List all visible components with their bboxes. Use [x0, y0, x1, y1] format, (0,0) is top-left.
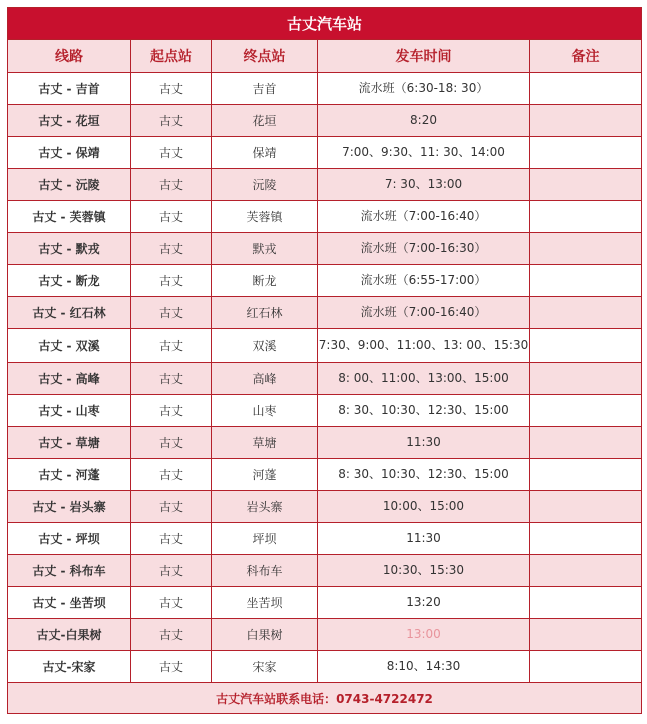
table-row	[8, 169, 642, 201]
remarks-cell	[530, 587, 642, 619]
route-cell: 古丈 - 芙蓉镇	[8, 201, 131, 233]
route-cell: 古丈 - 科布车	[8, 555, 131, 587]
destination-cell: 河蓬	[212, 459, 318, 491]
table-row	[8, 329, 642, 363]
table-row	[8, 523, 642, 555]
departure-time-cell: 8: 00、11:00、13:00、15:00	[318, 363, 530, 395]
remarks-cell	[530, 265, 642, 297]
remarks-cell	[530, 137, 642, 169]
route-cell: 古丈 - 高峰	[8, 363, 131, 395]
remarks-cell	[530, 363, 642, 395]
table-row	[8, 459, 642, 491]
table-row	[8, 363, 642, 395]
destination-cell: 科布车	[212, 555, 318, 587]
remarks-cell	[530, 555, 642, 587]
destination-cell: 宋家	[212, 651, 318, 683]
departure-time-cell: 8:10、14:30	[318, 651, 530, 683]
route-cell: 古丈 - 双溪	[8, 329, 131, 363]
destination-cell: 芙蓉镇	[212, 201, 318, 233]
destination-cell: 红石林	[212, 297, 318, 329]
destination-cell: 山枣	[212, 395, 318, 427]
bus-schedule-table	[7, 7, 642, 714]
destination-cell: 岩头寨	[212, 491, 318, 523]
departure-time-cell: 8:20	[318, 105, 530, 137]
departure-time-cell: 7:00、9:30、11: 30、14:00	[318, 137, 530, 169]
remarks-cell	[530, 105, 642, 137]
destination-cell: 高峰	[212, 363, 318, 395]
origin-cell: 古丈	[131, 105, 212, 137]
destination-cell: 白果树	[212, 619, 318, 651]
remarks-cell	[530, 459, 642, 491]
remarks-cell	[530, 233, 642, 265]
origin-cell: 古丈	[131, 395, 212, 427]
table-row	[8, 73, 642, 105]
table-row	[8, 619, 642, 651]
table-row	[8, 297, 642, 329]
table-row	[8, 265, 642, 297]
header-destination: 终点站	[212, 40, 318, 73]
remarks-cell	[530, 297, 642, 329]
destination-cell: 默戎	[212, 233, 318, 265]
route-cell: 古丈 - 吉首	[8, 73, 131, 105]
route-cell: 古丈-宋家	[8, 651, 131, 683]
origin-cell: 古丈	[131, 169, 212, 201]
remarks-cell	[530, 651, 642, 683]
route-cell: 古丈 - 断龙	[8, 265, 131, 297]
origin-cell: 古丈	[131, 137, 212, 169]
destination-cell: 沅陵	[212, 169, 318, 201]
footer-row	[8, 683, 642, 714]
header-departure-time: 发车时间	[318, 40, 530, 73]
departure-time-cell: 流水班（6:55-17:00）	[318, 265, 530, 297]
origin-cell: 古丈	[131, 363, 212, 395]
departure-time-cell: 13:20	[318, 587, 530, 619]
departure-time-cell: 11:30	[318, 427, 530, 459]
route-cell: 古丈 - 岩头寨	[8, 491, 131, 523]
header-row	[8, 40, 642, 73]
origin-cell: 古丈	[131, 459, 212, 491]
origin-cell: 古丈	[131, 233, 212, 265]
destination-cell: 双溪	[212, 329, 318, 363]
table-row	[8, 105, 642, 137]
origin-cell: 古丈	[131, 491, 212, 523]
origin-cell: 古丈	[131, 619, 212, 651]
table-row	[8, 233, 642, 265]
route-cell: 古丈 - 花垣	[8, 105, 131, 137]
remarks-cell	[530, 329, 642, 363]
route-cell: 古丈 - 河蓬	[8, 459, 131, 491]
destination-cell: 保靖	[212, 137, 318, 169]
table-row	[8, 491, 642, 523]
header-route: 线路	[8, 40, 131, 73]
origin-cell: 古丈	[131, 297, 212, 329]
route-cell: 古丈 - 坪坝	[8, 523, 131, 555]
departure-time-cell: 7: 30、13:00	[318, 169, 530, 201]
remarks-cell	[530, 73, 642, 105]
destination-cell: 草塘	[212, 427, 318, 459]
departure-time-cell: 10:30、15:30	[318, 555, 530, 587]
table-row	[8, 587, 642, 619]
departure-time-cell: 流水班（7:00-16:40）	[318, 201, 530, 233]
remarks-cell	[530, 523, 642, 555]
departure-time-cell: 10:00、15:00	[318, 491, 530, 523]
destination-cell: 吉首	[212, 73, 318, 105]
departure-time-cell: 8: 30、10:30、12:30、15:00	[318, 395, 530, 427]
table-row	[8, 555, 642, 587]
departure-time-cell: 流水班（7:00-16:30）	[318, 233, 530, 265]
table-row	[8, 651, 642, 683]
destination-cell: 坪坝	[212, 523, 318, 555]
destination-cell: 花垣	[212, 105, 318, 137]
departure-time-cell: 7:30、9:00、11:00、13: 00、15:30	[318, 329, 530, 363]
route-cell: 古丈 - 山枣	[8, 395, 131, 427]
route-cell: 古丈 - 坐苦坝	[8, 587, 131, 619]
departure-time-cell: 流水班（7:00-16:40）	[318, 297, 530, 329]
origin-cell: 古丈	[131, 73, 212, 105]
route-cell: 古丈 - 保靖	[8, 137, 131, 169]
remarks-cell	[530, 169, 642, 201]
remarks-cell	[530, 491, 642, 523]
table-row	[8, 201, 642, 233]
remarks-cell	[530, 201, 642, 233]
header-origin: 起点站	[131, 40, 212, 73]
route-cell: 古丈 - 草塘	[8, 427, 131, 459]
contact-phone: 古丈汽车站联系电话：0743-4722472	[8, 683, 642, 714]
departure-time-cell: 13:00	[318, 619, 530, 651]
departure-time-cell: 11:30	[318, 523, 530, 555]
route-cell: 古丈-白果树	[8, 619, 131, 651]
route-cell: 古丈 - 沅陵	[8, 169, 131, 201]
departure-time-cell: 流水班（6:30-18: 30）	[318, 73, 530, 105]
destination-cell: 断龙	[212, 265, 318, 297]
remarks-cell	[530, 427, 642, 459]
header-remarks: 备注	[530, 40, 642, 73]
origin-cell: 古丈	[131, 555, 212, 587]
departure-time-cell: 8: 30、10:30、12:30、15:00	[318, 459, 530, 491]
origin-cell: 古丈	[131, 265, 212, 297]
table-title: 古丈汽车站	[8, 8, 642, 40]
origin-cell: 古丈	[131, 651, 212, 683]
route-cell: 古丈 - 默戎	[8, 233, 131, 265]
origin-cell: 古丈	[131, 523, 212, 555]
remarks-cell	[530, 395, 642, 427]
table-row	[8, 137, 642, 169]
origin-cell: 古丈	[131, 587, 212, 619]
table-row	[8, 395, 642, 427]
remarks-cell	[530, 619, 642, 651]
origin-cell: 古丈	[131, 427, 212, 459]
route-cell: 古丈 - 红石林	[8, 297, 131, 329]
table-row	[8, 427, 642, 459]
origin-cell: 古丈	[131, 201, 212, 233]
title-row	[8, 8, 642, 40]
origin-cell: 古丈	[131, 329, 212, 363]
schedule-container	[7, 7, 641, 714]
destination-cell: 坐苦坝	[212, 587, 318, 619]
